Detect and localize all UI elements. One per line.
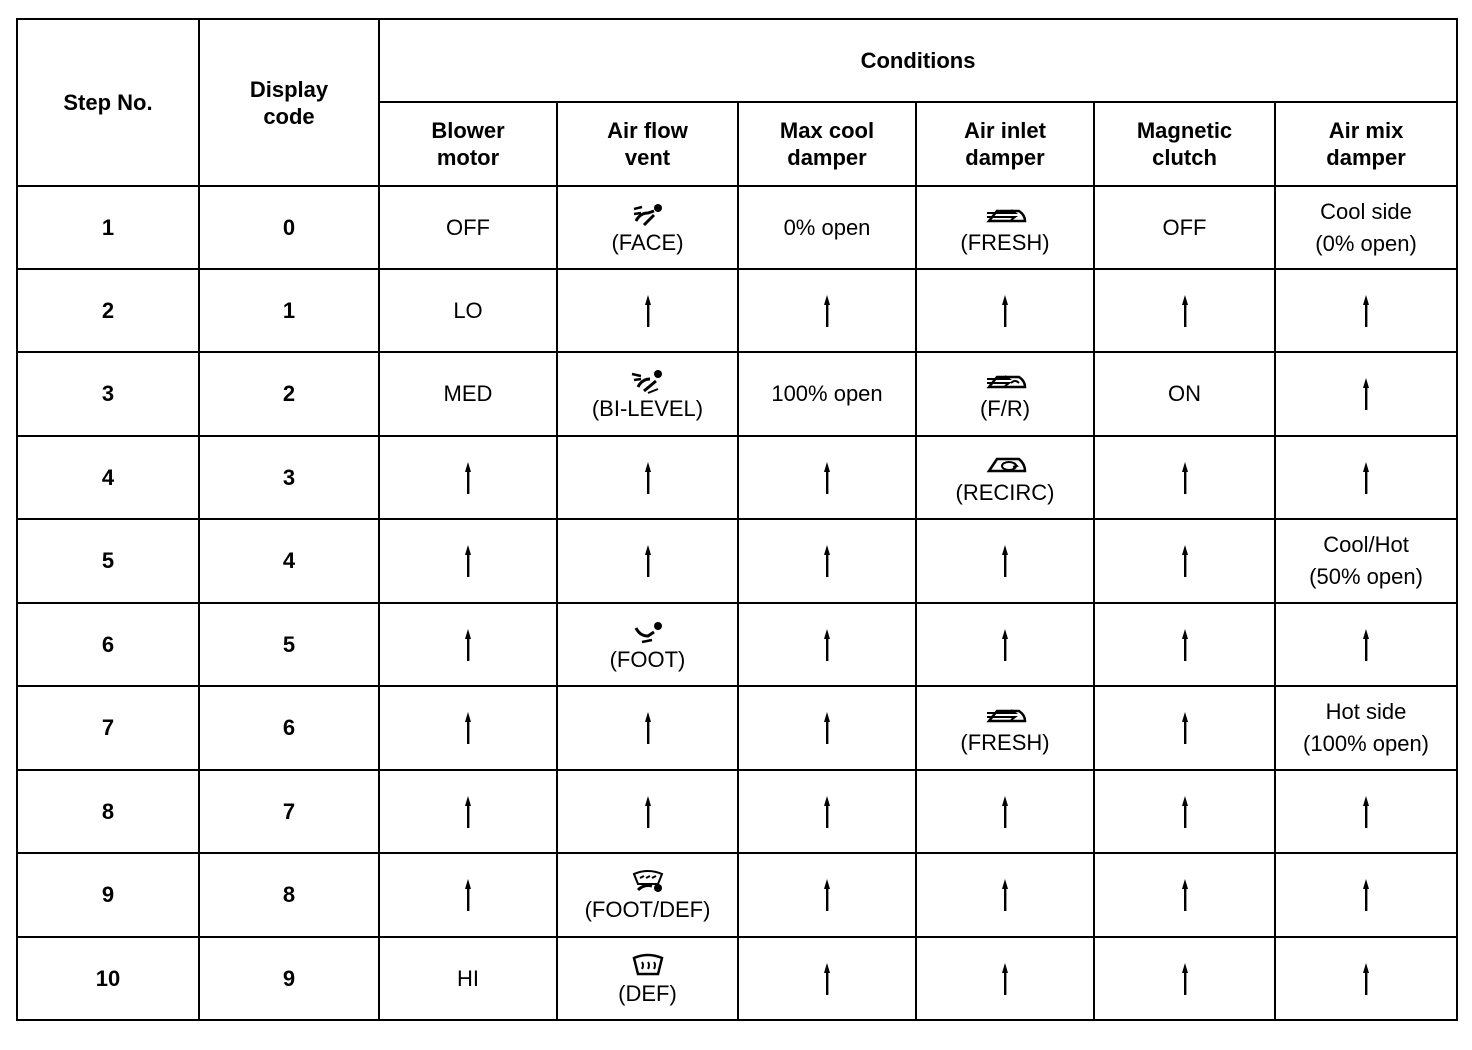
same-as-above-arrow-icon (823, 293, 831, 329)
step-number-cell: 3 (17, 352, 199, 436)
condition-cell (557, 770, 738, 853)
recirc-air-icon (985, 451, 1025, 479)
display-code-cell: 2 (199, 352, 379, 436)
condition-cell (916, 603, 1094, 686)
header-col-line: Air mix (1328, 118, 1404, 143)
bi-level-vent-icon (628, 367, 668, 395)
mode-label: (FOOT/DEF) (584, 897, 711, 922)
table-row (17, 937, 1457, 1020)
condition-cell (738, 352, 916, 436)
step-number-cell: 1 (17, 186, 199, 269)
header-col-line: Magnetic (1136, 118, 1233, 143)
step-number-cell: 2 (17, 269, 199, 352)
mode-label: (DEF) (618, 980, 677, 1006)
face-vent-icon (628, 201, 668, 229)
condition-cell (379, 519, 557, 603)
same-as-above-arrow-icon (1181, 543, 1189, 579)
table-row (17, 686, 1457, 770)
condition-cell (1275, 686, 1457, 770)
condition-value: OFF (1162, 214, 1207, 240)
table-row (17, 853, 1457, 937)
header-col-5 (1275, 102, 1457, 186)
header-col-line: damper (787, 145, 867, 170)
foot-def-vent-icon (628, 868, 668, 896)
condition-cell (557, 603, 738, 686)
same-as-above-arrow-icon (823, 794, 831, 830)
display-code-cell: 9 (199, 937, 379, 1020)
same-as-above-arrow-icon (464, 627, 472, 663)
condition-cell (738, 519, 916, 603)
display-code-cell: 7 (199, 770, 379, 853)
condition-value: 100% open (771, 381, 883, 406)
condition-cell (916, 436, 1094, 519)
header-col-line: Max cool (779, 118, 875, 143)
condition-cell (1094, 352, 1275, 436)
table-row (17, 519, 1457, 603)
condition-cell (1275, 937, 1457, 1020)
header-col-line: Air flow (607, 118, 688, 143)
same-as-above-arrow-icon (1181, 794, 1189, 830)
header-col-line: Blower (431, 118, 505, 143)
table-row (17, 269, 1457, 352)
same-as-above-arrow-icon (1181, 460, 1189, 496)
condition-cell (379, 352, 557, 436)
condition-cell (1275, 519, 1457, 603)
condition-value: 0% open (783, 214, 871, 240)
display-code-cell: 6 (199, 686, 379, 770)
same-as-above-arrow-icon (1001, 877, 1009, 913)
condition-cell (1094, 853, 1275, 937)
step-number-cell: 5 (17, 519, 199, 603)
condition-cell (916, 937, 1094, 1020)
condition-value-line: Cool side (1320, 198, 1412, 224)
condition-cell (1275, 352, 1457, 436)
condition-cell (738, 770, 916, 853)
header-col-4 (1094, 102, 1275, 186)
condition-value: LO (453, 297, 483, 323)
same-as-above-arrow-icon (644, 794, 652, 830)
condition-cell (738, 853, 916, 937)
table-row (17, 352, 1457, 436)
condition-value-line: Hot side (1325, 699, 1407, 724)
same-as-above-arrow-icon (1362, 961, 1370, 997)
condition-cell (1094, 686, 1275, 770)
table-body (17, 186, 1457, 1020)
display-code-cell: 3 (199, 436, 379, 519)
same-as-above-arrow-icon (1181, 961, 1189, 997)
mode-label: (FACE) (611, 229, 684, 255)
condition-cell (1094, 770, 1275, 853)
condition-value-line: (100% open) (1303, 731, 1430, 756)
same-as-above-arrow-icon (1001, 794, 1009, 830)
same-as-above-arrow-icon (1181, 877, 1189, 913)
condition-cell (916, 853, 1094, 937)
display-code-cell: 4 (199, 519, 379, 603)
mode-label: (FRESH) (960, 730, 1050, 755)
condition-cell (379, 853, 557, 937)
same-as-above-arrow-icon (823, 627, 831, 663)
condition-value: HI (457, 965, 479, 991)
header-col-line: motor (436, 145, 500, 170)
condition-cell (557, 937, 738, 1020)
same-as-above-arrow-icon (1362, 794, 1370, 830)
header-step-no: Step No. (17, 19, 199, 186)
fresh-air-icon (985, 701, 1025, 729)
same-as-above-arrow-icon (464, 794, 472, 830)
header-col-2 (738, 102, 916, 186)
same-as-above-arrow-icon (1181, 627, 1189, 663)
condition-cell (1275, 186, 1457, 269)
condition-cell (379, 269, 557, 352)
table-row (17, 186, 1457, 269)
mode-label: (F/R) (979, 396, 1031, 421)
defrost-icon (628, 952, 668, 980)
display-code-cell: 8 (199, 853, 379, 937)
condition-cell (738, 436, 916, 519)
condition-cell (1094, 436, 1275, 519)
same-as-above-arrow-icon (823, 961, 831, 997)
same-as-above-arrow-icon (1001, 961, 1009, 997)
condition-value: OFF (446, 214, 490, 240)
condition-cell (916, 770, 1094, 853)
same-as-above-arrow-icon (1362, 627, 1370, 663)
same-as-above-arrow-icon (823, 460, 831, 496)
condition-cell (916, 186, 1094, 269)
condition-cell (738, 603, 916, 686)
step-number-cell: 6 (17, 603, 199, 686)
condition-cell (916, 269, 1094, 352)
condition-cell (557, 436, 738, 519)
header-col-0 (379, 102, 557, 186)
condition-cell (379, 770, 557, 853)
condition-cell (1275, 770, 1457, 853)
same-as-above-arrow-icon (1001, 627, 1009, 663)
table-row (17, 436, 1457, 519)
condition-cell (379, 603, 557, 686)
condition-cell (916, 352, 1094, 436)
same-as-above-arrow-icon (464, 543, 472, 579)
condition-cell (379, 686, 557, 770)
step-number-cell: 4 (17, 436, 199, 519)
same-as-above-arrow-icon (1001, 543, 1009, 579)
condition-cell (379, 186, 557, 269)
header-display-code-line1: Display (249, 76, 329, 102)
mode-label: (FRESH) (960, 229, 1050, 255)
same-as-above-arrow-icon (1362, 376, 1370, 412)
header-col-3 (916, 102, 1094, 186)
display-code-cell: 0 (199, 186, 379, 269)
header-conditions: Conditions (379, 19, 1457, 102)
mode-label: (RECIRC) (955, 479, 1055, 505)
same-as-above-arrow-icon (1362, 877, 1370, 913)
same-as-above-arrow-icon (1362, 293, 1370, 329)
condition-cell (1094, 519, 1275, 603)
condition-cell (1094, 603, 1275, 686)
condition-cell (557, 519, 738, 603)
condition-cell (1275, 603, 1457, 686)
condition-cell (738, 269, 916, 352)
display-code-cell: 5 (199, 603, 379, 686)
header-col-line: clutch (1152, 145, 1217, 170)
step-number-cell: 7 (17, 686, 199, 770)
same-as-above-arrow-icon (1181, 710, 1189, 746)
condition-cell (1275, 269, 1457, 352)
same-as-above-arrow-icon (1181, 293, 1189, 329)
header-col-line: damper (1326, 145, 1406, 170)
step-number-cell: 8 (17, 770, 199, 853)
step-number-cell: 10 (17, 937, 199, 1020)
condition-cell (557, 853, 738, 937)
header-col-line: damper (965, 145, 1045, 170)
header-col-line: Air inlet (964, 118, 1046, 143)
condition-cell (916, 519, 1094, 603)
condition-cell (557, 269, 738, 352)
condition-cell (738, 186, 916, 269)
condition-cell (557, 186, 738, 269)
same-as-above-arrow-icon (823, 543, 831, 579)
same-as-above-arrow-icon (1001, 293, 1009, 329)
same-as-above-arrow-icon (464, 460, 472, 496)
condition-cell (738, 937, 916, 1020)
condition-cell (738, 686, 916, 770)
table-row (17, 770, 1457, 853)
condition-value-line: (50% open) (1309, 564, 1423, 589)
same-as-above-arrow-icon (644, 460, 652, 496)
same-as-above-arrow-icon (823, 710, 831, 746)
condition-cell (1094, 186, 1275, 269)
condition-value: ON (1168, 381, 1201, 406)
same-as-above-arrow-icon (464, 877, 472, 913)
table-row (17, 603, 1457, 686)
condition-cell (1275, 853, 1457, 937)
mode-label: (BI-LEVEL) (591, 396, 704, 421)
foot-vent-icon (628, 618, 668, 646)
same-as-above-arrow-icon (644, 710, 652, 746)
same-as-above-arrow-icon (464, 710, 472, 746)
condition-cell (1094, 937, 1275, 1020)
header-display-code-line2: code (263, 103, 315, 129)
condition-value: MED (443, 381, 493, 406)
same-as-above-arrow-icon (823, 877, 831, 913)
fresh-recirc-icon (985, 367, 1025, 395)
condition-cell (557, 352, 738, 436)
header-col-1 (557, 102, 738, 186)
header-display-code (199, 19, 379, 186)
condition-value-line: (0% open) (1315, 230, 1417, 256)
mode-label: (FOOT) (609, 646, 686, 672)
condition-cell (557, 686, 738, 770)
condition-cell (379, 436, 557, 519)
fresh-air-icon (985, 201, 1025, 229)
condition-cell (1094, 269, 1275, 352)
header-col-line: vent (624, 145, 671, 170)
display-code-cell: 1 (199, 269, 379, 352)
step-number-cell: 9 (17, 853, 199, 937)
same-as-above-arrow-icon (644, 543, 652, 579)
condition-cell (916, 686, 1094, 770)
same-as-above-arrow-icon (1362, 460, 1370, 496)
conditions-table (16, 18, 1458, 1021)
condition-cell (379, 937, 557, 1020)
condition-cell (1275, 436, 1457, 519)
same-as-above-arrow-icon (644, 293, 652, 329)
condition-value-line: Cool/Hot (1323, 532, 1409, 557)
